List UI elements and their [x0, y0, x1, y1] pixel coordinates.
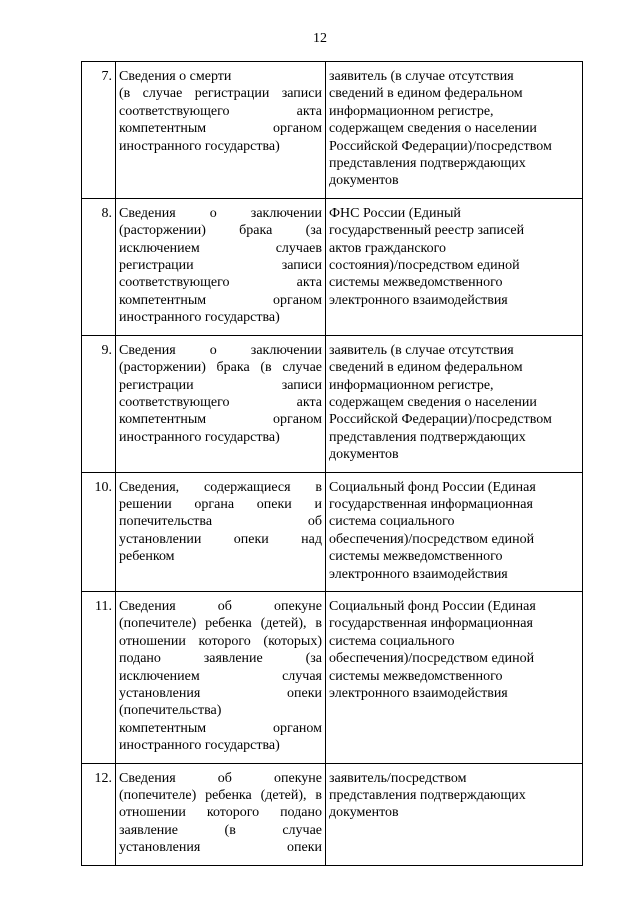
information-cell [116, 591, 326, 763]
table-row [82, 335, 583, 472]
source-line: ФНС России (Единый [329, 205, 461, 221]
information-cell [116, 472, 326, 591]
table-row [82, 763, 583, 865]
table-row [82, 198, 583, 335]
source-line: содержащем сведения о населении [329, 394, 537, 410]
information-line: иностранного государства) [119, 429, 280, 445]
source-cell [326, 591, 583, 763]
source-line: электронного взаимодействия [329, 292, 508, 308]
source-cell [326, 763, 583, 865]
information-line: попечительства об [119, 514, 322, 530]
information-line: Сведения о заключении [119, 205, 322, 221]
source-line: представления подтверждающих [329, 788, 526, 804]
source-line: электронного взаимодействия [329, 566, 508, 582]
information-line: регистрации записи [119, 377, 322, 393]
information-line: Сведения о смерти [119, 69, 232, 84]
information-cell [116, 763, 326, 865]
table-body [82, 62, 583, 866]
information-line: соответствующего акта [119, 275, 322, 291]
row-number: 8. [82, 198, 116, 335]
source-cell [326, 335, 583, 472]
source-line: электронного взаимодействия [329, 686, 508, 701]
information-sources-table [81, 61, 583, 866]
source-line: состояния)/посредством единой [329, 258, 520, 274]
source-line: сведений в едином федеральном [329, 86, 523, 102]
source-line: Российской Федерации)/посредством [329, 412, 552, 428]
information-cell [116, 198, 326, 335]
source-line: представления подтверждающих [329, 429, 526, 445]
information-line: (расторжении) брака (в случае [119, 360, 322, 376]
source-line: Российской Федерации)/посредством [329, 138, 552, 154]
source-line: Социальный фонд России (Единая [329, 598, 536, 614]
source-line: документов [329, 173, 399, 189]
source-cell [326, 472, 583, 591]
source-line: содержащем сведения о населении [329, 121, 537, 137]
information-line: Сведения, содержащиеся в [119, 479, 322, 495]
table-row [82, 472, 583, 591]
information-line: установлении опеки над [119, 531, 322, 547]
source-line: системы межведомственного [329, 549, 503, 565]
information-line: подано заявление (за [119, 651, 322, 667]
information-line: (попечителе) ребенка (детей), в [119, 788, 322, 804]
information-cell [116, 335, 326, 472]
information-line: соответствующего акта [119, 103, 322, 119]
information-line: иностранного государства) [119, 310, 280, 326]
information-line: установления опеки [119, 686, 322, 701]
source-cell [326, 198, 583, 335]
source-line: система социального [329, 514, 455, 530]
information-line: ребенком [119, 549, 175, 565]
page-number: 12 [313, 31, 327, 46]
source-line: заявитель (в случае отсутствия [329, 69, 514, 84]
source-line: документов [329, 447, 399, 463]
source-line: государственный реестр записей [329, 223, 525, 239]
source-line: государственная информационная [329, 616, 533, 632]
source-line: обеспечения)/посредством единой [329, 531, 535, 547]
information-line: (попечительства) [119, 703, 222, 719]
table-row [82, 591, 583, 763]
information-line: установления опеки [119, 840, 322, 856]
information-line: соответствующего акта [119, 394, 322, 410]
information-line: отношении которого подано [119, 805, 322, 821]
information-line: компетентным органом [119, 412, 322, 428]
source-line: система социального [329, 633, 455, 649]
information-line: Сведения об опекуне [119, 598, 322, 614]
information-line: регистрации записи [119, 258, 322, 274]
information-line: компетентным органом [119, 292, 322, 308]
information-cell [116, 62, 326, 199]
table-row [82, 62, 583, 199]
source-line: заявитель (в случае отсутствия [329, 342, 514, 358]
row-number: 12. [82, 763, 116, 865]
source-line: системы межведомственного [329, 668, 503, 684]
source-line: сведений в едином федеральном [329, 360, 523, 376]
information-line: отношении которого (которых) [119, 633, 322, 649]
information-line: (в случае регистрации записи [119, 86, 322, 102]
source-line: системы межведомственного [329, 275, 503, 291]
information-line: исключением случаев [119, 240, 322, 256]
information-line: иностранного государства) [119, 738, 280, 754]
source-line: актов гражданского [329, 240, 447, 256]
source-line: информационном регистре, [329, 377, 494, 393]
information-line: Сведения о заключении [119, 342, 322, 358]
source-line: представления подтверждающих [329, 156, 526, 172]
information-line: компетентным органом [119, 121, 322, 137]
row-number: 10. [82, 472, 116, 591]
row-number: 9. [82, 335, 116, 472]
source-line: обеспечения)/посредством единой [329, 651, 535, 667]
information-line: (расторжении) брака (за [119, 223, 322, 239]
information-line: заявление (в случае [119, 822, 322, 838]
source-line: информационном регистре, [329, 103, 494, 119]
information-line: (попечителе) ребенка (детей), в [119, 616, 322, 632]
information-line: решении органа опеки и [119, 496, 322, 512]
information-line: исключением случая [119, 668, 322, 684]
information-line: компетентным органом [119, 720, 322, 736]
row-number: 11. [82, 591, 116, 763]
source-line: заявитель/посредством [329, 770, 467, 786]
information-line: Сведения об опекуне [119, 770, 322, 786]
source-line: государственная информационная [329, 496, 533, 512]
source-cell [326, 62, 583, 199]
source-line: документов [329, 805, 399, 821]
source-line: Социальный фонд России (Единая [329, 479, 536, 495]
information-line: иностранного государства) [119, 138, 280, 154]
row-number: 7. [82, 62, 116, 199]
